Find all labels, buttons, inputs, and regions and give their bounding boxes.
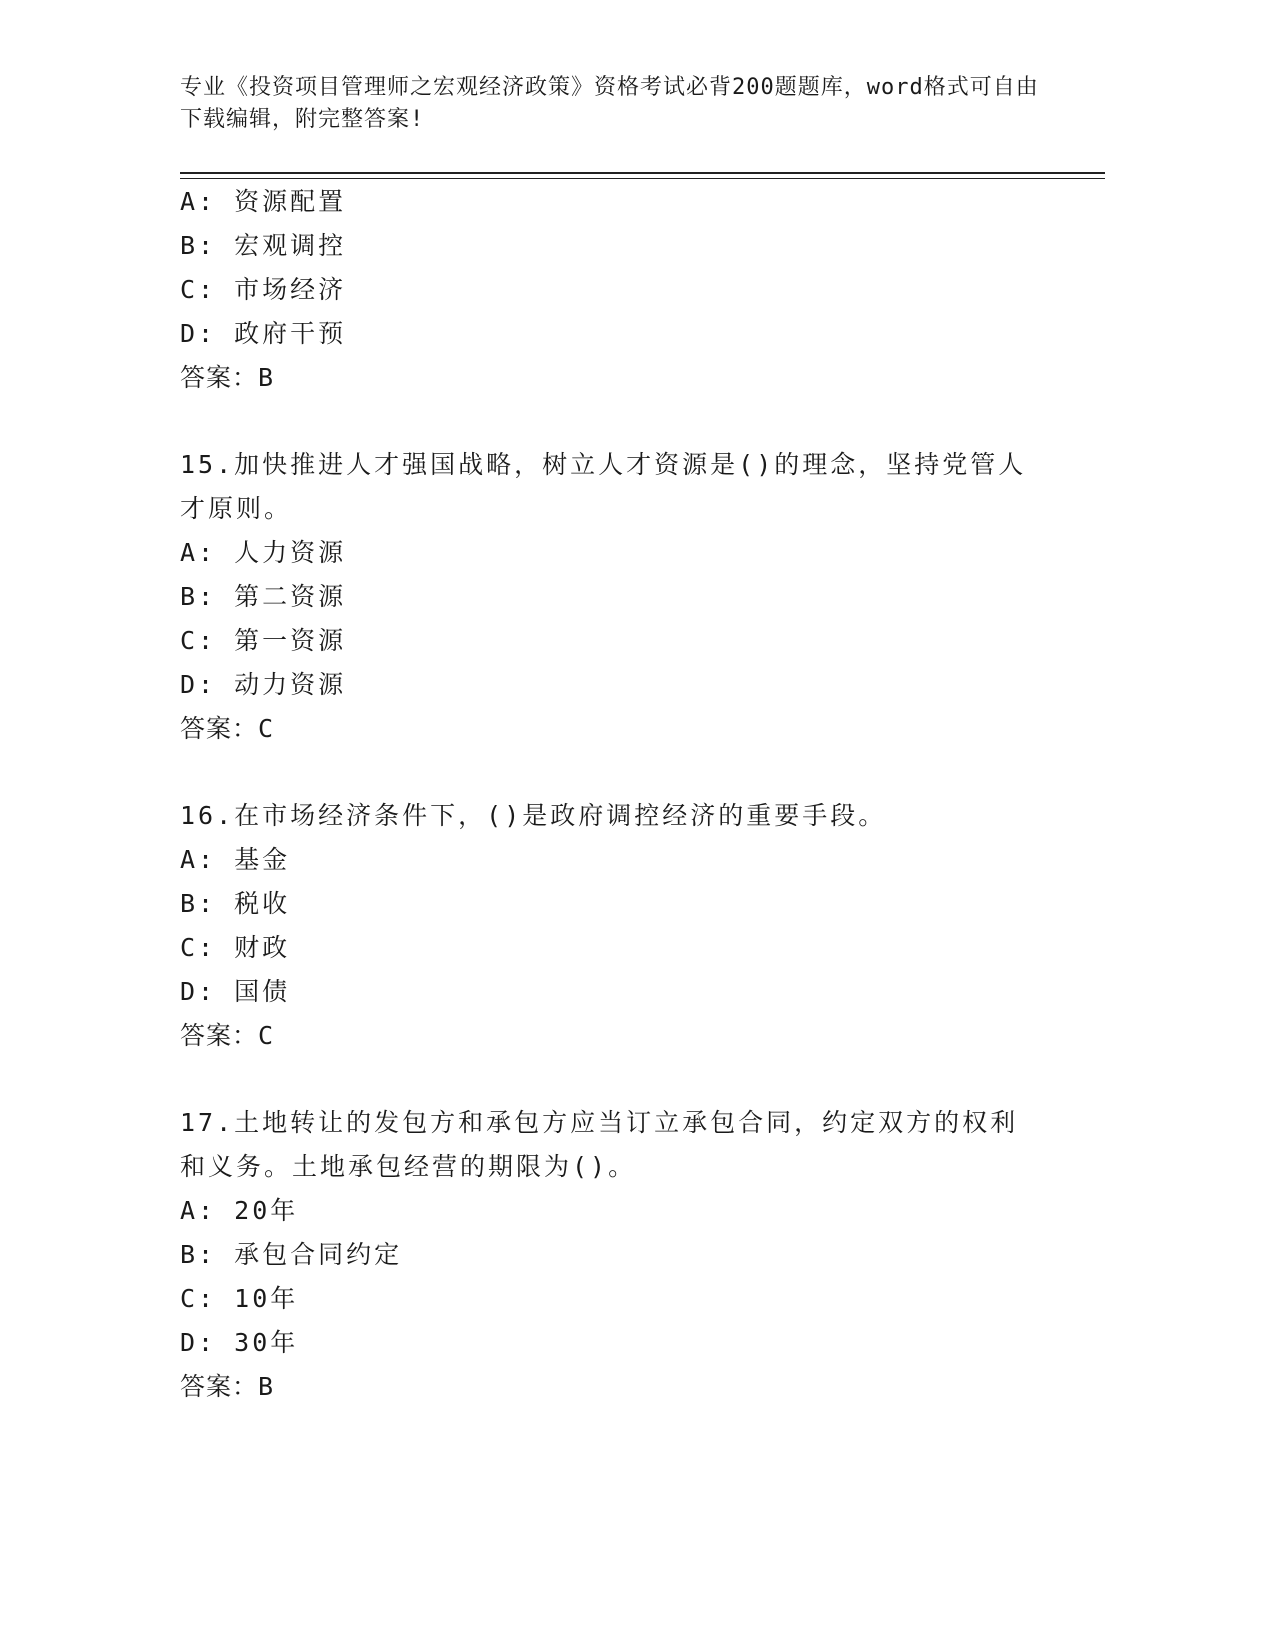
option-d: D: 国债 (180, 977, 291, 1006)
question-stem: 17.土地转让的发包方和承包方应当订立承包合同，约定双方的权利和义务。土地承包经营的期限为()。 (180, 1108, 1019, 1181)
header-rule-thick (180, 172, 1105, 174)
answer: 答案：B (180, 363, 275, 392)
option-a: A: 基金 (180, 845, 291, 874)
header-rule-thin (180, 178, 1105, 179)
option-d: D: 动力资源 (180, 670, 347, 699)
option-b: B: 宏观调控 (180, 231, 347, 260)
question-block-16 (180, 794, 1040, 1058)
answer: 答案：B (180, 1372, 275, 1401)
option-c: C: 10年 (180, 1284, 299, 1313)
answer: 答案：C (180, 1021, 275, 1050)
option-a: A: 资源配置 (180, 187, 347, 216)
option-a: A: 20年 (180, 1196, 299, 1225)
question-block-15 (180, 443, 1040, 751)
option-a: A: 人力资源 (180, 538, 347, 567)
option-c: C: 财政 (180, 933, 291, 962)
question-stem: 16.在市场经济条件下，()是政府调控经济的重要手段。 (180, 801, 887, 830)
option-c: C: 第一资源 (180, 626, 347, 655)
answer: 答案：C (180, 714, 275, 743)
option-b: B: 第二资源 (180, 582, 347, 611)
option-b: B: 承包合同约定 (180, 1240, 403, 1269)
document-header: 专业《投资项目管理师之宏观经济政策》资格考试必背200题题库，word格式可自由下载编辑，附完整答案! (180, 75, 1039, 132)
option-d: D: 政府干预 (180, 319, 347, 348)
question-stem: 15.加快推进人才强国战略，树立人才资源是()的理念，坚持党管人才原则。 (180, 450, 1027, 523)
question-block-14 (180, 180, 1040, 400)
option-d: D: 30年 (180, 1328, 299, 1357)
question-list (180, 180, 1040, 1409)
question-block-17 (180, 1101, 1040, 1409)
option-b: B: 税收 (180, 889, 291, 918)
option-c: C: 市场经济 (180, 275, 347, 304)
